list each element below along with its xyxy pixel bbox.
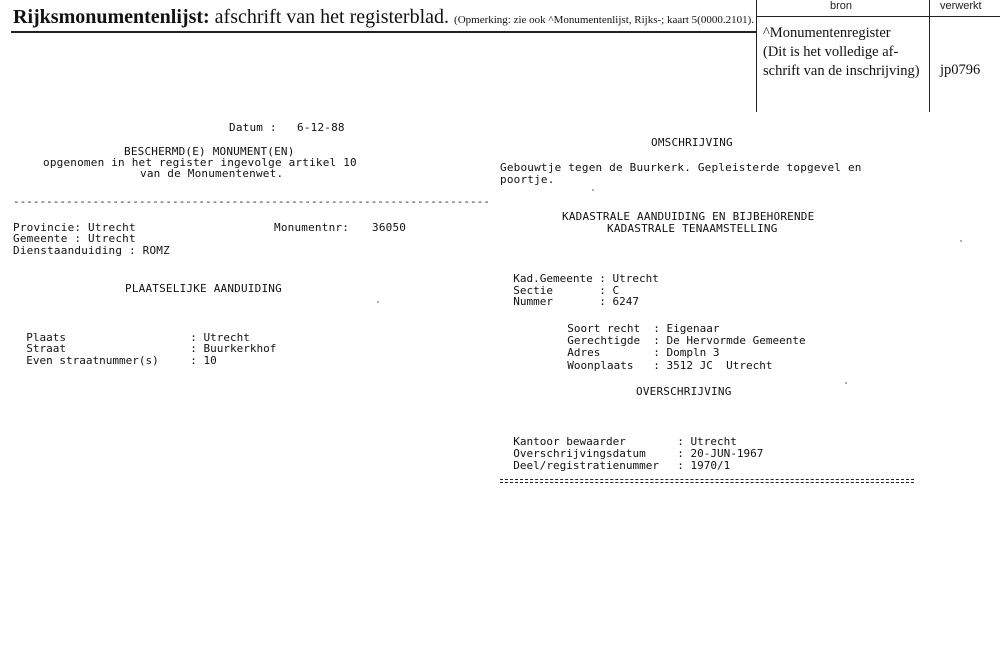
kadaster-title-line-1: KADASTRALE AANDUIDING EN BIJBEHORENDE — [562, 210, 815, 223]
header-rule — [11, 31, 756, 33]
monumentnr-value: 36050 — [372, 221, 407, 234]
field-label: Straat — [26, 341, 66, 355]
scan-speck — [377, 301, 379, 303]
eigenaar-label: Gerechtigde — [567, 333, 641, 347]
kad-label: Kad.Gemeente — [513, 271, 593, 285]
scan-speck — [592, 189, 594, 191]
eigenaar-label: Woonplaats — [567, 358, 634, 372]
eigenaar-value: : Eigenaar — [653, 321, 720, 335]
kad-value: : 6247 — [599, 294, 639, 308]
eigenaar-label: Soort recht — [567, 321, 641, 335]
field-label: Plaats — [26, 330, 66, 344]
field-label: Even straatnummer(s) — [26, 353, 159, 367]
kad-label: Sectie — [513, 283, 553, 297]
omschrijving-line-2: poortje. — [500, 173, 555, 186]
heading-line-2: opgenomen in het register ingevolge artikel 10 — [43, 156, 357, 169]
double-dashed-separator — [500, 479, 914, 483]
document-title — [13, 6, 754, 29]
heading-line-3: van de Monumentenwet. — [140, 167, 284, 180]
plaatselijke-aanduiding-title: PLAATSELIJKE AANDUIDING — [125, 282, 282, 295]
eigenaar-value: : Dompln 3 — [653, 345, 720, 359]
kad-row — [500, 284, 639, 307]
heading-line-1: BESCHERMD(E) MONUMENT(EN) — [124, 145, 295, 158]
eigenaar-value: : 3512 JC Utrecht — [653, 358, 773, 372]
over-value: : 20-JUN-1967 — [677, 446, 764, 460]
eigenaar-label: Adres — [567, 345, 601, 359]
over-row — [500, 448, 730, 471]
kad-value: : Utrecht — [599, 271, 659, 285]
bron-cell — [763, 24, 933, 81]
verwerkt-code: jp0796 — [940, 62, 981, 78]
bron-line: schrift van de inschrijving) — [763, 63, 920, 79]
datum-label: Datum : — [229, 121, 277, 134]
overschrijving-title: OVERSCHRIJVING — [636, 385, 732, 398]
over-label: Deel/registratienummer — [513, 458, 659, 472]
title-bold: Rijksmonumentenlijst: — [13, 6, 210, 28]
dashed-separator: ------------------------------------------------------------------------ — [13, 195, 490, 208]
eigenaar-row — [554, 345, 773, 372]
eigenaar-value: : De Hervormde Gemeente — [653, 333, 806, 347]
title-subtitle: afschrift van het registerblad. — [214, 6, 450, 28]
over-label: Overschrijvingsdatum — [513, 446, 646, 460]
provincie-field: Provincie: Utrecht — [13, 221, 136, 234]
field-value: : Buurkerkhof — [190, 341, 277, 355]
monumentnr-label: Monumentnr: — [274, 221, 350, 234]
column-header-verwerkt: verwerkt — [940, 0, 982, 12]
scan-speck — [845, 382, 847, 384]
table-header-rule — [756, 16, 1000, 17]
bron-line: ^Monumentenregister — [763, 25, 891, 41]
field-row — [13, 343, 217, 366]
bron-line: (Dit is het volledige af- — [763, 44, 899, 60]
column-header-bron: bron — [830, 0, 853, 12]
scan-speck — [960, 240, 962, 242]
field-value: : 10 — [190, 353, 217, 367]
omschrijving-line-1: Gebouwtje tegen de Buurkerk. Gepleisterde topgevel en — [500, 161, 862, 174]
title-note: (Opmerking: zie ook ^Monumentenlijst, Rijks-; kaart 5(0000.2101). — [454, 14, 755, 26]
over-value: : Utrecht — [677, 434, 737, 448]
kad-label: Nummer — [513, 294, 553, 308]
kad-value: : C — [599, 283, 620, 297]
omschrijving-title: OMSCHRIJVING — [651, 136, 733, 149]
over-label: Kantoor bewaarder — [513, 434, 626, 448]
kadaster-title-line-2: KADASTRALE TENAAMSTELLING — [607, 222, 778, 235]
datum-value: 6-12-88 — [297, 121, 345, 134]
over-value: : 1970/1 — [677, 458, 731, 472]
gemeente-field: Gemeente : Utrecht — [13, 232, 136, 245]
dienstaanduiding-field: Dienstaanduiding : ROMZ — [13, 244, 170, 257]
field-value: : Utrecht — [190, 330, 250, 344]
